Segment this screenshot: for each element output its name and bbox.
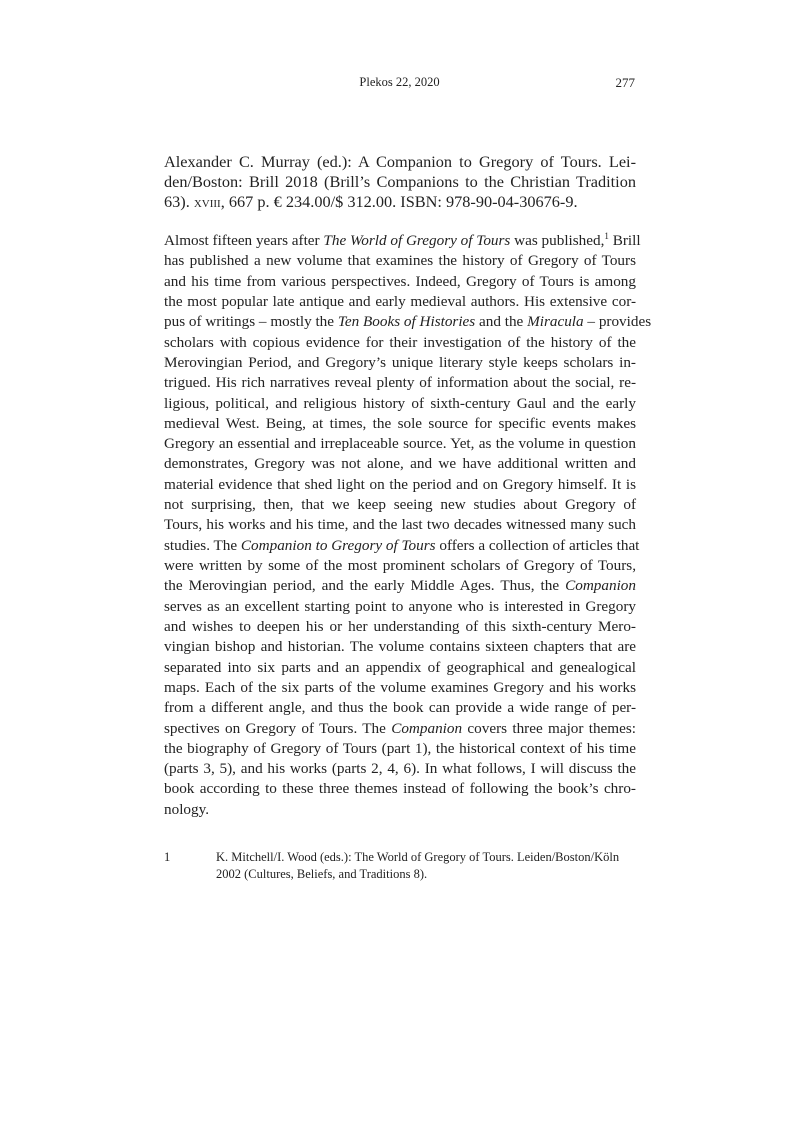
text-run: separated into six parts and an appendix of geographical and genealogical bbox=[164, 658, 636, 676]
page-number: 277 bbox=[615, 75, 635, 90]
footnote-number: 1 bbox=[164, 850, 171, 864]
text-line bbox=[164, 597, 636, 617]
text-run: ligious, political, and religious history of sixth-century Gaul and the early bbox=[164, 394, 636, 412]
text-run: demonstrates, Gregory was not alone, and we have additional written and bbox=[164, 455, 636, 473]
text-run: spectives on Gregory of Tours. The bbox=[164, 719, 392, 737]
text-line bbox=[164, 739, 636, 759]
text-line bbox=[164, 515, 636, 535]
text-run: was published, bbox=[510, 232, 605, 249]
text-run: Tours, his works and his time, and the last two decades witnessed many such bbox=[164, 516, 636, 534]
text-line bbox=[164, 414, 636, 434]
italic-title: Ten Books of Histories bbox=[337, 313, 476, 331]
body-paragraph bbox=[164, 231, 652, 820]
text-line bbox=[164, 556, 636, 576]
text-run: the Merovingian period, and the early Middle Ages. Thus, the bbox=[164, 577, 566, 595]
text-run: xviii bbox=[193, 192, 221, 211]
text-run: Merovingian Period, and Gregory’s unique literary style keeps scholars in- bbox=[164, 353, 636, 371]
text-run: offers a collection of articles that bbox=[435, 536, 640, 554]
text-run: has published a new volume that examines the history of Gregory of Tours bbox=[164, 252, 636, 270]
text-line bbox=[164, 231, 641, 251]
text-line bbox=[164, 394, 636, 414]
footnote-line: K. Mitchell/I. Wood (eds.): The World of Gregory of Tours. Leiden/Boston/Köln bbox=[216, 850, 620, 864]
text-run: nology. bbox=[164, 800, 209, 818]
text-line bbox=[164, 312, 652, 332]
text-line bbox=[164, 698, 636, 718]
text-run: scholars with copious evidence for their investigation of the history of the bbox=[164, 333, 636, 351]
text-line bbox=[164, 536, 640, 556]
text-run: medieval West. Being, at times, the sole source for specific events makes bbox=[164, 414, 636, 432]
text-run: den/Boston: Brill 2018 (Brill’s Companions to the Christian Tradition bbox=[164, 172, 636, 191]
text-run: Gregory an essential and irreplaceable source. Yet, as the volume in question bbox=[164, 435, 636, 453]
text-line bbox=[164, 172, 636, 192]
text-line bbox=[164, 495, 636, 515]
text-line bbox=[164, 658, 636, 678]
text-run: and his time from various perspectives. Indeed, Gregory of Tours is among bbox=[164, 272, 636, 290]
text-line bbox=[164, 292, 636, 312]
text-line bbox=[164, 576, 636, 596]
italic-title: The World of Gregory of Tours bbox=[323, 232, 511, 249]
text-line bbox=[164, 759, 636, 779]
text-run: trigued. His rich narratives reveal plenty of information about the social, re- bbox=[164, 374, 636, 392]
text-run: from a different angle, and thus the book can provide a wide range of per- bbox=[164, 699, 636, 717]
text-line bbox=[164, 333, 636, 353]
text-run: Alexander C. Murray (ed.): A Companion to Gregory of Tours. Lei- bbox=[164, 152, 636, 171]
text-run: – provides bbox=[583, 313, 652, 331]
footnote-text bbox=[216, 849, 636, 883]
text-run: material evidence that shed light on the period and on Gregory himself. It is bbox=[164, 475, 636, 493]
text-line bbox=[164, 779, 636, 799]
footnote-reference[interactable]: 1 bbox=[604, 231, 609, 241]
text-line bbox=[164, 192, 636, 212]
text-run: pus of writings – mostly the bbox=[164, 313, 338, 331]
text-run: and the bbox=[475, 313, 528, 331]
footnote-line: 2002 (Cultures, Beliefs, and Traditions 8). bbox=[216, 867, 428, 881]
text-run: maps. Each of the six parts of the volume examines Gregory and his works bbox=[164, 678, 636, 696]
text-run: , 667 p. € 234.00/$ 312.00. ISBN: 978-90-04-30676-9. bbox=[220, 192, 578, 211]
text-run: serves as an excellent starting point to anyone who is interested in Gregory bbox=[164, 597, 636, 615]
text-line bbox=[164, 475, 636, 495]
text-run: the biography of Gregory of Tours (part 1), the historical context of his time bbox=[164, 739, 636, 757]
text-run: were written by some of the most prominent scholars of Gregory of Tours, bbox=[164, 557, 636, 574]
text-run: studies. The bbox=[164, 536, 241, 554]
italic-title: Companion to Gregory of Tours bbox=[240, 536, 436, 554]
text-line bbox=[164, 454, 636, 474]
text-line bbox=[164, 373, 636, 393]
text-line bbox=[164, 272, 636, 292]
text-run: 63). bbox=[164, 192, 194, 211]
text-run: vingian bishop and historian. The volume contains sixteen chapters that are bbox=[164, 638, 636, 656]
text-run: book according to these three themes instead of following the book’s chro- bbox=[164, 780, 636, 798]
text-line bbox=[164, 152, 636, 172]
text-line bbox=[164, 719, 636, 739]
text-run: (parts 3, 5), and his works (parts 2, 4, 6). In what follows, I will discuss the bbox=[164, 760, 636, 778]
italic-title: Companion bbox=[391, 719, 463, 737]
text-run: and wishes to deepen his or her understanding of this sixth-century Mero- bbox=[164, 617, 636, 635]
text-run: not surprising, then, that we keep seeing new studies about Gregory of bbox=[164, 496, 636, 514]
italic-title: Miracula bbox=[527, 313, 584, 331]
running-header-journal: Plekos 22, 2020 bbox=[359, 75, 440, 89]
text-run: covers three major themes: bbox=[462, 719, 636, 737]
italic-title: Companion bbox=[565, 577, 636, 595]
text-line bbox=[164, 617, 636, 637]
text-line bbox=[164, 251, 636, 271]
text-line bbox=[164, 637, 636, 657]
text-line bbox=[164, 353, 636, 373]
review-title bbox=[164, 152, 636, 212]
text-run: Brill bbox=[608, 232, 641, 249]
text-line bbox=[164, 678, 636, 698]
text-line bbox=[164, 800, 636, 820]
text-run: Almost fifteen years after bbox=[164, 232, 324, 249]
text-run: the most popular late antique and early medieval authors. His extensive cor- bbox=[164, 292, 636, 310]
text-line bbox=[164, 434, 636, 454]
